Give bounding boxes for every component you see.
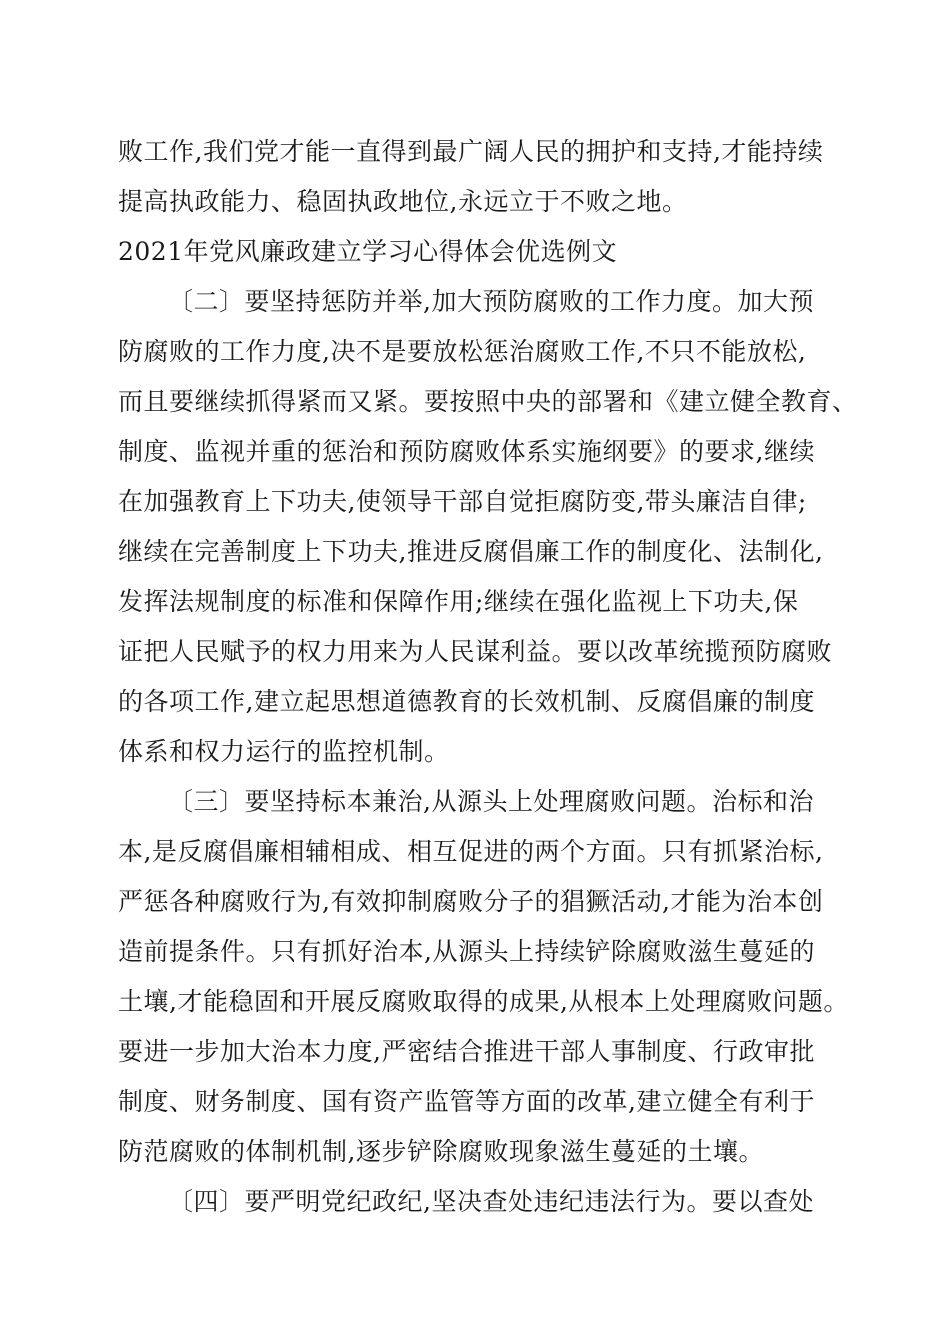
text-line: 继续在完善制度上下功夫,推进反腐倡廉工作的制度化、法制化, <box>118 537 824 566</box>
text-line: 制度、监视并重的惩治和预防腐败体系实施纲要》的要求,继续 <box>118 437 815 466</box>
text-line: 本,是反腐倡廉相辅相成、相互促进的两个方面。只有抓紧治标, <box>118 837 824 866</box>
text-line: 防腐败的工作力度,决不是要放松惩治腐败工作,不只不能放松, <box>118 337 807 366</box>
text-line: 严惩各种腐败行为,有效抑制腐败分子的猖獗活动,才能为治本创 <box>118 887 824 916</box>
text-line: 提高执政能力、稳固执政地位,永远立于不败之地。 <box>118 187 688 216</box>
paragraph-start-line: 〔三〕要坚持标本兼治,从源头上处理腐败问题。治标和治 <box>168 787 814 816</box>
section-title: 2021年党风廉政建立学习心得体会优选例文 <box>118 237 618 266</box>
text-line: 土壤,才能稳固和开展反腐败取得的成果,从根本上处理腐败问题。 <box>118 987 849 1016</box>
text-line: 的各项工作,建立起思想道德教育的长效机制、反腐倡廉的制度 <box>118 687 815 716</box>
text-line: 证把人民赋予的权力用来为人民谋利益。要以改革统揽预防腐败 <box>118 637 833 666</box>
text-line: 而且要继续抓得紧而又紧。要按照中央的部署和《建立健全教育、 <box>118 387 858 416</box>
text-line: 在加强教育上下功夫,使领导干部自觉拒腐防变,带头廉洁自律; <box>118 487 807 516</box>
text-line: 造前提条件。只有抓好治本,从源头上持续铲除腐败滋生蔓延的 <box>118 937 815 966</box>
paragraph-start-line: 〔四〕要严明党纪政纪,坚决查处违纪违法行为。要以查处 <box>168 1187 814 1216</box>
text-line: 制度、财务制度、国有资产监管等方面的改革,建立健全有利于 <box>118 1087 815 1116</box>
text-line: 要进一步加大治本力度,严密结合推进干部人事制度、行政审批 <box>118 1037 815 1066</box>
text-line: 发挥法规制度的标准和保障作用;继续在强化监视上下功夫,保 <box>118 587 799 616</box>
text-line: 败工作,我们党才能一直得到最广阔人民的拥护和支持,才能持续 <box>118 137 824 166</box>
paragraph-start-line: 〔二〕要坚持惩防并举,加大预防腐败的工作力度。加大预 <box>168 287 814 316</box>
text-line: 体系和权力运行的监控机制。 <box>118 737 450 766</box>
text-line: 防范腐败的体制机制,逐步铲除腐败现象滋生蔓延的土壤。 <box>118 1137 764 1166</box>
